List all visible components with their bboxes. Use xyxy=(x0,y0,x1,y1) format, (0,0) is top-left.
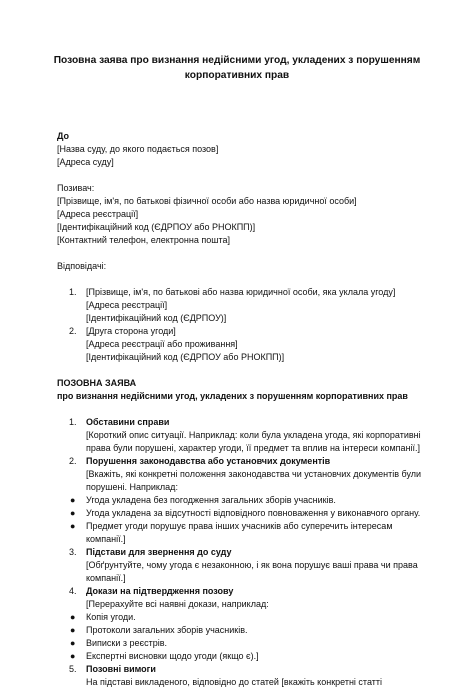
section-1-text-1: [Короткий опис ситуації. Наприклад: коли була укладена угода, які корпоративні xyxy=(86,430,421,440)
document-title xyxy=(40,54,434,83)
bullet-icon: ● xyxy=(70,521,76,531)
section-4-bullet-1: Копія угоди. xyxy=(86,612,136,622)
bullet-icon: ● xyxy=(70,508,76,518)
section-1-number: 1. xyxy=(69,417,77,427)
court-name: [Назва суду, до якого подається позов] xyxy=(57,144,219,154)
section-2-bullet-3-line-1: Предмет угоди порушує права інших учасників або суперечить інтересам xyxy=(86,521,393,531)
defendant-1-line-3: [Ідентифікаційний код (ЄДРПОУ)] xyxy=(86,313,227,323)
bullet-icon: ● xyxy=(70,625,76,635)
defendant-1-line-2: [Адреса реєстрації] xyxy=(86,300,168,310)
section-3-title: Підстави для звернення до суду xyxy=(86,547,232,557)
section-3-text-2: компанії.] xyxy=(86,573,126,583)
bullet-icon: ● xyxy=(70,495,76,505)
plaintiff-label: Позивач: xyxy=(57,183,95,193)
bullet-icon: ● xyxy=(70,612,76,622)
section-1-text-2: права були порушені, характер угоди, її предмет та вплив на інтереси компанії.] xyxy=(86,443,421,453)
section-4-bullet-3: Виписки з реєстрів. xyxy=(86,638,168,648)
defendant-2-line-1: [Друга сторона угоди] xyxy=(86,326,176,336)
document-title-line-1: Позовна заява про визнання недійсними угод, укладених з порушенням xyxy=(53,55,421,66)
defendant-1-line-1: [Прізвище, ім'я, по батькові або назва юридичної особи, яка уклала угоду] xyxy=(86,287,396,297)
section-4-bullet-4: Експертні висновки щодо угоди (якщо є).] xyxy=(86,651,259,661)
bullet-icon: ● xyxy=(70,651,76,661)
claim-subheading: про визнання недійсними угод, укладених з порушенням корпоративних прав xyxy=(57,391,408,401)
plaintiff-contacts: [Контактний телефон, електронна пошта] xyxy=(57,235,231,245)
defendant-2-line-2: [Адреса реєстрації або проживання] xyxy=(86,339,238,349)
court-address: [Адреса суду] xyxy=(57,157,114,167)
section-4-text-1: [Перерахуйте всі наявні докази, наприклад: xyxy=(86,599,269,609)
section-2-text-2: порушені. Наприклад: xyxy=(86,482,178,492)
defendant-1-number: 1. xyxy=(69,287,77,297)
section-2-text-1: [Вкажіть, які конкретні положення законодавства чи установчих документів були xyxy=(86,469,422,479)
section-3-number: 3. xyxy=(69,547,77,557)
defendant-2-number: 2. xyxy=(69,326,77,336)
defendant-2-line-3: [Ідентифікаційний код (ЄДРПОУ або РНОКПП)] xyxy=(86,352,285,362)
section-5-title: Позовні вимоги xyxy=(86,664,156,674)
section-1-title: Обставини справи xyxy=(86,417,170,427)
section-5-text-1: На підставі викладеного, відповідно до статей [вкажіть конкретні статті xyxy=(86,677,383,687)
section-2-bullet-3-line-2: компанії.] xyxy=(86,534,126,544)
section-2-bullet-1: Угода укладена без погодження загальних зборів учасників. xyxy=(86,495,336,505)
plaintiff-registration: [Адреса реєстрації] xyxy=(57,209,139,219)
section-4-title: Докази на підтвердження позову xyxy=(86,586,234,596)
section-3-text-1: [Обґрунтуйте, чому угода є незаконною, і як вона порушує ваші права чи права xyxy=(86,560,418,570)
court-heading: До xyxy=(57,131,70,141)
claim-heading: ПОЗОВНА ЗАЯВА xyxy=(57,378,137,388)
bullet-icon: ● xyxy=(70,638,76,648)
section-4-number: 4. xyxy=(69,586,77,596)
section-5-number: 5. xyxy=(69,664,77,674)
section-2-number: 2. xyxy=(69,456,77,466)
defendants-label: Відповідачі: xyxy=(57,261,107,271)
section-2-bullet-2: Угода укладена за відсутності відповідного повноваження у виконавчого органу. xyxy=(86,508,421,518)
document-title-line-2: корпоративних прав xyxy=(184,69,290,81)
section-4-bullet-2: Протоколи загальних зборів учасників. xyxy=(86,625,248,635)
plaintiff-name: [Прізвище, ім'я, по батькові фізичної особи або назва юридичної особи] xyxy=(57,196,357,206)
plaintiff-code: [Ідентифікаційний код (ЄДРПОУ або РНОКПП)] xyxy=(57,222,256,232)
section-2-title: Порушення законодавства або установчих документів xyxy=(86,456,331,466)
